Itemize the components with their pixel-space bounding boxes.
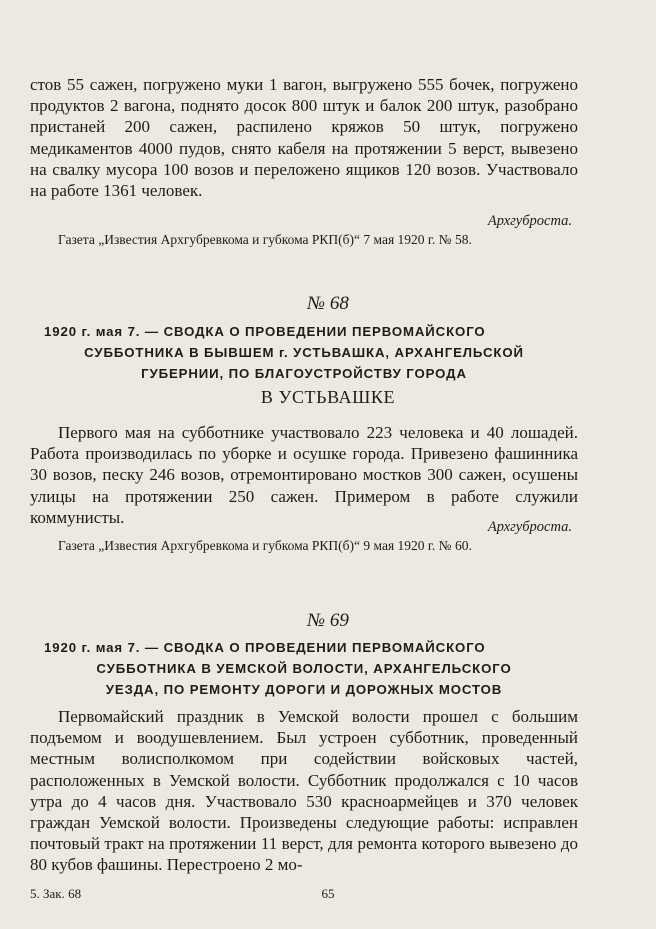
signature-archgubrosta: Архгуброста. [487, 213, 572, 229]
signature-archgubrosta: Архгуброста. [487, 519, 572, 535]
document-number-69: № 69 [307, 610, 349, 631]
document-body-68: Первого мая на субботнике участвовало 223 человека и 40 лошадей. Работа производилась по уборке и осушке города. Привезено фашинника 30 возов, песку 246 возов, отремонтировано мостков 300 сажен, осушены улицы на протяжении 250 сажен. Примером в работе служили коммунисты. [30, 423, 578, 527]
continuation-paragraph: стов 55 сажен, погружено муки 1 вагон, выгружено 555 бочек, погружено продуктов 2 вагона, поднято досок 800 штук и балок 200 штук, разобрано пристаней 200 сажен, распилено кряжов 50 штук, погружено медикаментов 4000 пудов, снято кабеля на протяжении 5 верст, вывезено на свалку мусора 100 возов и переложено ящиков 120 возов. Участвовало на работе 1361 человек. [30, 75, 578, 201]
heading-line: УЕЗДА, ПО РЕМОНТУ ДОРОГИ И ДОРОЖНЫХ МОСТОВ [105, 682, 503, 697]
heading-line: СУББОТНИКА В БЫВШЕМ г. УСТЬВАШКА, АРХАНГЕЛЬСКОЙ [84, 345, 524, 360]
document-body-69: Первомайский праздник в Уемской волости прошел с большим подъемом и воодушевлением. Был устроен субботник, проведенный местным волисполкомом при содействии войсковых частей, расположенных в Уемской волости. Субботник продолжался с 10 часов утра до 4 часов дня. Участвовало 530 красноармейцев и 370 человек граждан Уемской волости. Произведены следующие работы: исправлен почтовый тракт на протяжении 11 верст, для ремонта которого вывезено до 80 кубов фашины. Перестроено 2 мо- [30, 707, 578, 875]
document-subtitle: В УСТЬВАШКЕ [260, 387, 396, 407]
heading-line: 1920 г. мая 7. — СВОДКА О ПРОВЕДЕНИИ ПЕРВОМАЙСКОГО [44, 640, 486, 655]
heading-line: 1920 г. мая 7. — СВОДКА О ПРОВЕДЕНИИ ПЕРВОМАЙСКОГО [44, 324, 486, 339]
document-heading-69 [30, 637, 578, 700]
document-number-68: № 68 [307, 293, 349, 314]
source-citation: Газета „Известия Архгубревкома и губкома РКП(б)“ 7 мая 1920 г. № 58. [58, 232, 472, 247]
document-heading-68 [30, 321, 578, 384]
heading-line: СУББОТНИКА В УЕМСКОЙ ВОЛОСТИ, АРХАНГЕЛЬСКОГО [96, 661, 512, 676]
heading-line: ГУБЕРНИИ, ПО БЛАГОУСТРОЙСТВУ ГОРОДА [141, 366, 467, 381]
page-number: 65 [321, 886, 335, 901]
source-citation: Газета „Известия Архгубревкома и губкома РКП(б)“ 9 мая 1920 г. № 60. [58, 538, 472, 553]
printer-signature-mark: 5. Зак. 68 [30, 886, 82, 901]
